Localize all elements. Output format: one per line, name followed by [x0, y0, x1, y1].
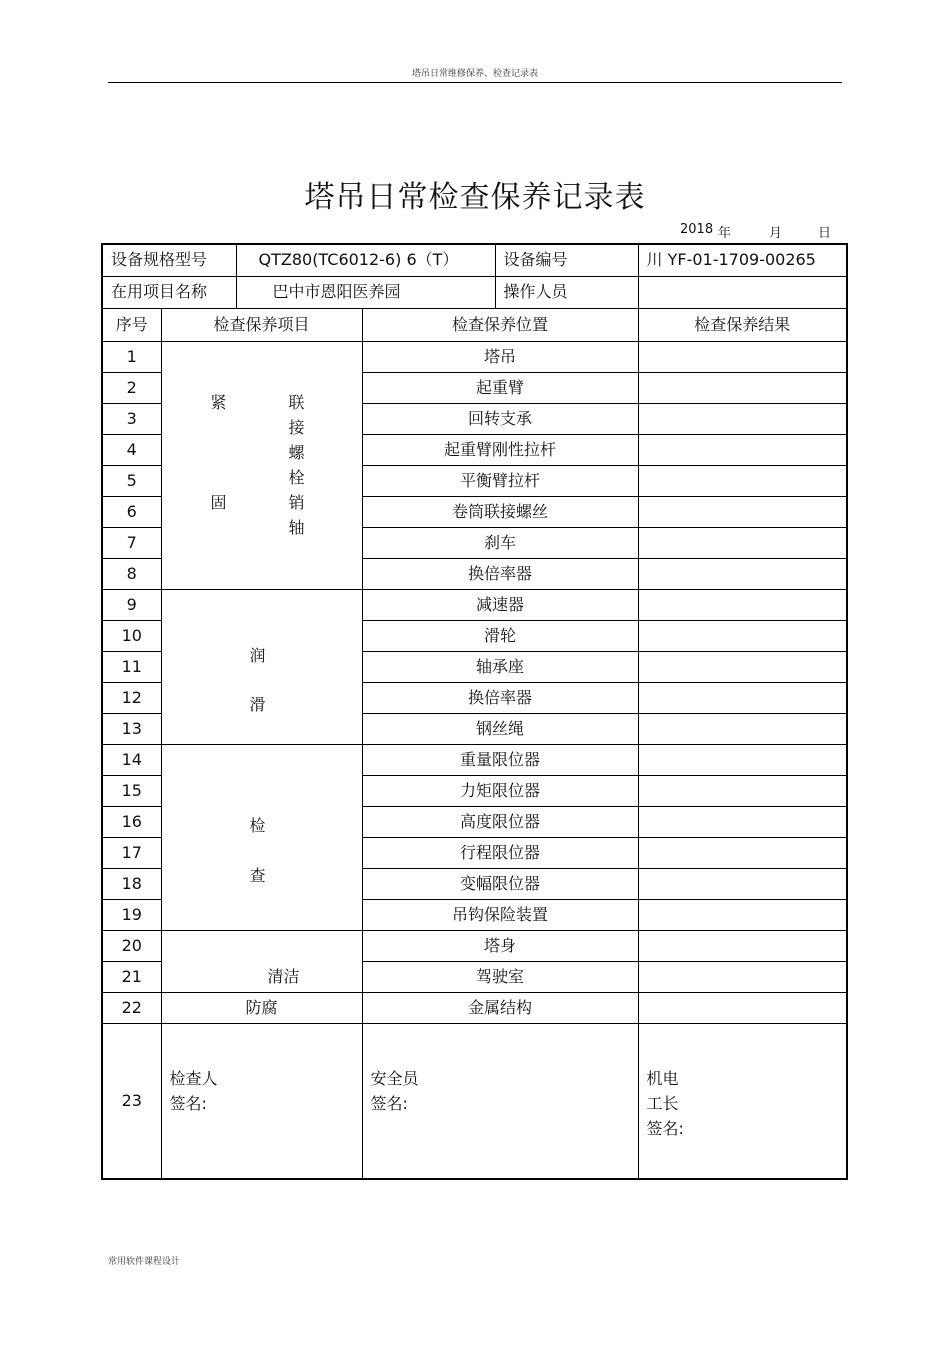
signature-electrician[interactable]	[638, 1023, 847, 1179]
footer-text: 常用软件课程设计	[108, 1257, 181, 1267]
signature-electrician-title-2: 工长	[646, 1093, 679, 1113]
group-inspect-2: 查	[249, 865, 266, 885]
row-result[interactable]	[638, 403, 847, 434]
row-no: 12	[102, 682, 161, 713]
row-result[interactable]	[638, 527, 847, 558]
group-fasten-b-5: 销	[288, 492, 305, 512]
row-result[interactable]	[638, 868, 847, 899]
row-no: 6	[102, 496, 161, 527]
row-result[interactable]	[638, 837, 847, 868]
row-no: 17	[102, 837, 161, 868]
equip-no-value: 川 YF-01-1709-00265	[638, 244, 847, 276]
row-no: 22	[102, 992, 161, 1023]
row-result[interactable]	[638, 589, 847, 620]
row-no: 2	[102, 372, 161, 403]
row-position: 钢丝绳	[362, 713, 638, 744]
operator-value[interactable]	[638, 276, 847, 308]
group-fasten-b-4: 栓	[288, 467, 305, 487]
row-no: 4	[102, 434, 161, 465]
row-result[interactable]	[638, 372, 847, 403]
row-result[interactable]	[638, 682, 847, 713]
row-position: 驾驶室	[362, 961, 638, 992]
row-result[interactable]	[638, 961, 847, 992]
row-no: 5	[102, 465, 161, 496]
signature-safety-title: 安全员	[370, 1068, 419, 1088]
row-result[interactable]	[638, 775, 847, 806]
header-rule	[108, 82, 842, 83]
row-result[interactable]	[638, 992, 847, 1023]
row-result[interactable]	[638, 465, 847, 496]
row-no: 18	[102, 868, 161, 899]
row-result[interactable]	[638, 930, 847, 961]
row-position: 换倍率器	[362, 558, 638, 589]
row-result[interactable]	[638, 651, 847, 682]
row-no: 3	[102, 403, 161, 434]
col-header-result: 检查保养结果	[638, 308, 847, 341]
row-position: 变幅限位器	[362, 868, 638, 899]
row-no: 9	[102, 589, 161, 620]
row-result[interactable]	[638, 341, 847, 372]
row-result[interactable]	[638, 899, 847, 930]
row-no: 11	[102, 651, 161, 682]
operator-label: 操作人员	[495, 276, 638, 308]
col-header-position: 检查保养位置	[362, 308, 638, 341]
page-title: 塔吊日常检查保养记录表	[304, 180, 646, 215]
project-value: 巴中市恩阳医养园	[236, 276, 495, 308]
row-position: 换倍率器	[362, 682, 638, 713]
row-position: 吊钩保险装置	[362, 899, 638, 930]
date-year-unit: 年	[718, 226, 732, 241]
group-lubricate-1: 润	[249, 645, 266, 665]
row-position: 行程限位器	[362, 837, 638, 868]
signature-safety[interactable]	[362, 1023, 638, 1179]
model-label: 设备规格型号	[102, 244, 236, 276]
row-position: 重量限位器	[362, 744, 638, 775]
running-header: 塔吊日常维修保养、检查记录表	[411, 69, 538, 79]
date-month-unit: 月	[769, 226, 783, 241]
row-position: 轴承座	[362, 651, 638, 682]
row-position: 塔身	[362, 930, 638, 961]
row-no: 20	[102, 930, 161, 961]
row-position: 刹车	[362, 527, 638, 558]
row-no: 1	[102, 341, 161, 372]
row-no: 23	[102, 1023, 161, 1179]
col-header-item: 检查保养项目	[161, 308, 362, 341]
model-value: QTZ80(TC6012-6) 6（T）	[236, 244, 495, 276]
row-position: 起重臂刚性拉杆	[362, 434, 638, 465]
date-line	[0, 222, 950, 241]
row-position: 平衡臂拉杆	[362, 465, 638, 496]
row-position: 力矩限位器	[362, 775, 638, 806]
group-fasten	[161, 341, 362, 589]
group-anticorrosion: 防腐	[161, 992, 362, 1023]
record-table	[101, 243, 848, 1180]
group-fasten-b-6: 轴	[288, 517, 305, 537]
row-no: 19	[102, 899, 161, 930]
row-result[interactable]	[638, 496, 847, 527]
row-position: 滑轮	[362, 620, 638, 651]
group-fasten-b-2: 接	[288, 417, 305, 437]
row-no: 14	[102, 744, 161, 775]
project-label: 在用项目名称	[102, 276, 236, 308]
row-position: 卷筒联接螺丝	[362, 496, 638, 527]
signature-electrician-title-1: 机电	[646, 1068, 679, 1088]
row-no: 15	[102, 775, 161, 806]
equip-no-label: 设备编号	[495, 244, 638, 276]
row-result[interactable]	[638, 558, 847, 589]
group-clean	[161, 930, 362, 992]
row-position: 金属结构	[362, 992, 638, 1023]
row-no: 7	[102, 527, 161, 558]
signature-inspector-title: 检查人	[169, 1068, 218, 1088]
group-lubricate-2: 滑	[249, 694, 266, 714]
row-position: 减速器	[362, 589, 638, 620]
row-no: 13	[102, 713, 161, 744]
row-result[interactable]	[638, 713, 847, 744]
row-result[interactable]	[638, 806, 847, 837]
row-no: 21	[102, 961, 161, 992]
col-header-no: 序号	[102, 308, 161, 341]
group-fasten-a-2: 固	[210, 492, 227, 512]
group-inspect	[161, 744, 362, 930]
group-fasten-b-3: 螺	[288, 442, 305, 462]
row-result[interactable]	[638, 434, 847, 465]
group-clean-label: 清洁	[267, 966, 300, 986]
signature-inspector[interactable]	[161, 1023, 362, 1179]
date-day-unit: 日	[818, 226, 832, 241]
row-position: 高度限位器	[362, 806, 638, 837]
row-position: 塔吊	[362, 341, 638, 372]
row-no: 16	[102, 806, 161, 837]
row-position: 回转支承	[362, 403, 638, 434]
group-fasten-b-1: 联	[288, 392, 305, 412]
group-lubricate	[161, 589, 362, 744]
row-result[interactable]	[638, 744, 847, 775]
row-no: 10	[102, 620, 161, 651]
signature-inspector-sign: 签名:	[169, 1093, 207, 1113]
group-inspect-1: 检	[249, 815, 266, 835]
row-result[interactable]	[638, 620, 847, 651]
row-no: 8	[102, 558, 161, 589]
group-fasten-a-1: 紧	[210, 392, 227, 412]
row-position: 起重臂	[362, 372, 638, 403]
signature-electrician-sign: 签名:	[646, 1118, 684, 1138]
signature-safety-sign: 签名:	[370, 1093, 408, 1113]
date-year: 2018	[680, 222, 714, 237]
